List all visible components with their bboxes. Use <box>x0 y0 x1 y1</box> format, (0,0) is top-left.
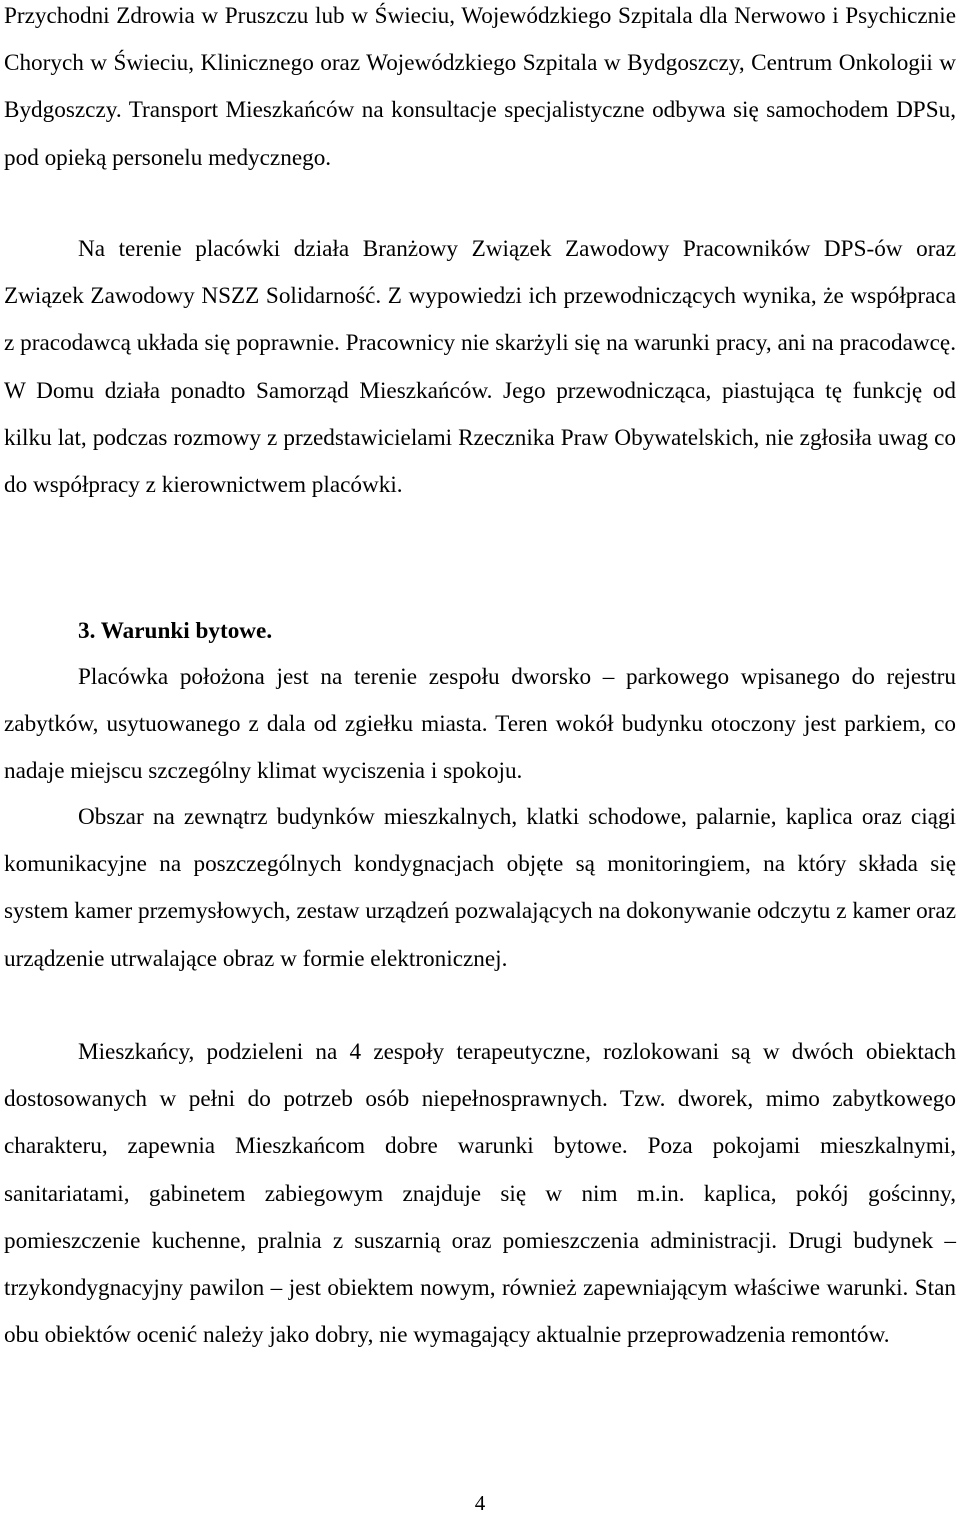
section-heading: 3. Warunki bytowe. <box>78 618 273 644</box>
paragraph-transport: Przychodni Zdrowia w Pruszczu lub w Świeciu, Wojewódzkiego Szpitala dla Nerwowo i Psychicznie Chorych w Świeciu, Klinicznego oraz Wojewódzkiego Szpitala w Bydgoszczy, Centrum Onkologii w Bydgoszczy. Transport Mieszkańców na konsultacje specjalistyczne odbywa się samochodem DPSu, pod opieką personelu medycznego. <box>4 3 956 171</box>
paragraph-trade-unions: Na terenie placówki działa Branżowy Związek Zawodowy Pracowników DPS-ów oraz Związek Zawodowy NSZZ Solidarność. Z wypowiedzi ich przewodniczących wynika, że współpraca z pracodawcą układa się poprawnie. Pracownicy nie skarżyli się na warunki pracy, ani na pracodawcę. W Domu działa ponadto Samorząd Mieszkańców. Jego przewodnicząca, piastująca tę funkcję od kilku lat, podczas rozmowy z przedstawicielami Rzecznika Praw Obywatelskich, nie zgłosiła uwag co do współpracy z kierownictwem placówki. <box>4 236 956 499</box>
paragraph-location: Placówka położona jest na terenie zespołu dworsko – parkowego wpisanego do rejestru zabytków, usytuowanego z dala od zgiełku miasta. Teren wokół budynku otoczony jest parkiem, co nadaje miejscu szczególny klimat wyciszenia i spokoju. <box>4 664 956 785</box>
page-number: 4 <box>474 1491 486 1515</box>
paragraph-living-conditions: Mieszkańcy, podzieleni na 4 zespoły terapeutyczne, rozlokowani są w dwóch obiektach dostosowanych w pełni do potrzeb osób niepełnosprawnych. Tzw. dworek, mimo zabytkowego charakteru, zapewnia Mieszkańcom dobre warunki bytowe. Poza pokojami mieszkalnymi, sanitariatami, gabinetem zabiegowym znajduje się w nim m.in. kaplica, pokój gościnny, pomieszczenie kuchenne, pralnia z suszarnią oraz pomieszczenia administracji. Drugi budynek – trzykondygnacyjny pawilon – jest obiektem nowym, również zapewniającym właściwe warunki. Stan obu obiektów ocenić należy jako dobry, nie wymagający aktualnie przeprowadzenia remontów. <box>4 1039 956 1349</box>
paragraph-monitoring: Obszar na zewnątrz budynków mieszkalnych, klatki schodowe, palarnie, kaplica oraz ciągi komunikacyjne na poszczególnych kondygnacjach objęte są monitoringiem, na który składa się system kamer przemysłowych, zestaw urządzeń pozwalających na dokonywanie odczytu z kamer oraz urządzenie utrwalające obraz w formie elektronicznej. <box>4 804 956 972</box>
document-page <box>4 0 956 1513</box>
